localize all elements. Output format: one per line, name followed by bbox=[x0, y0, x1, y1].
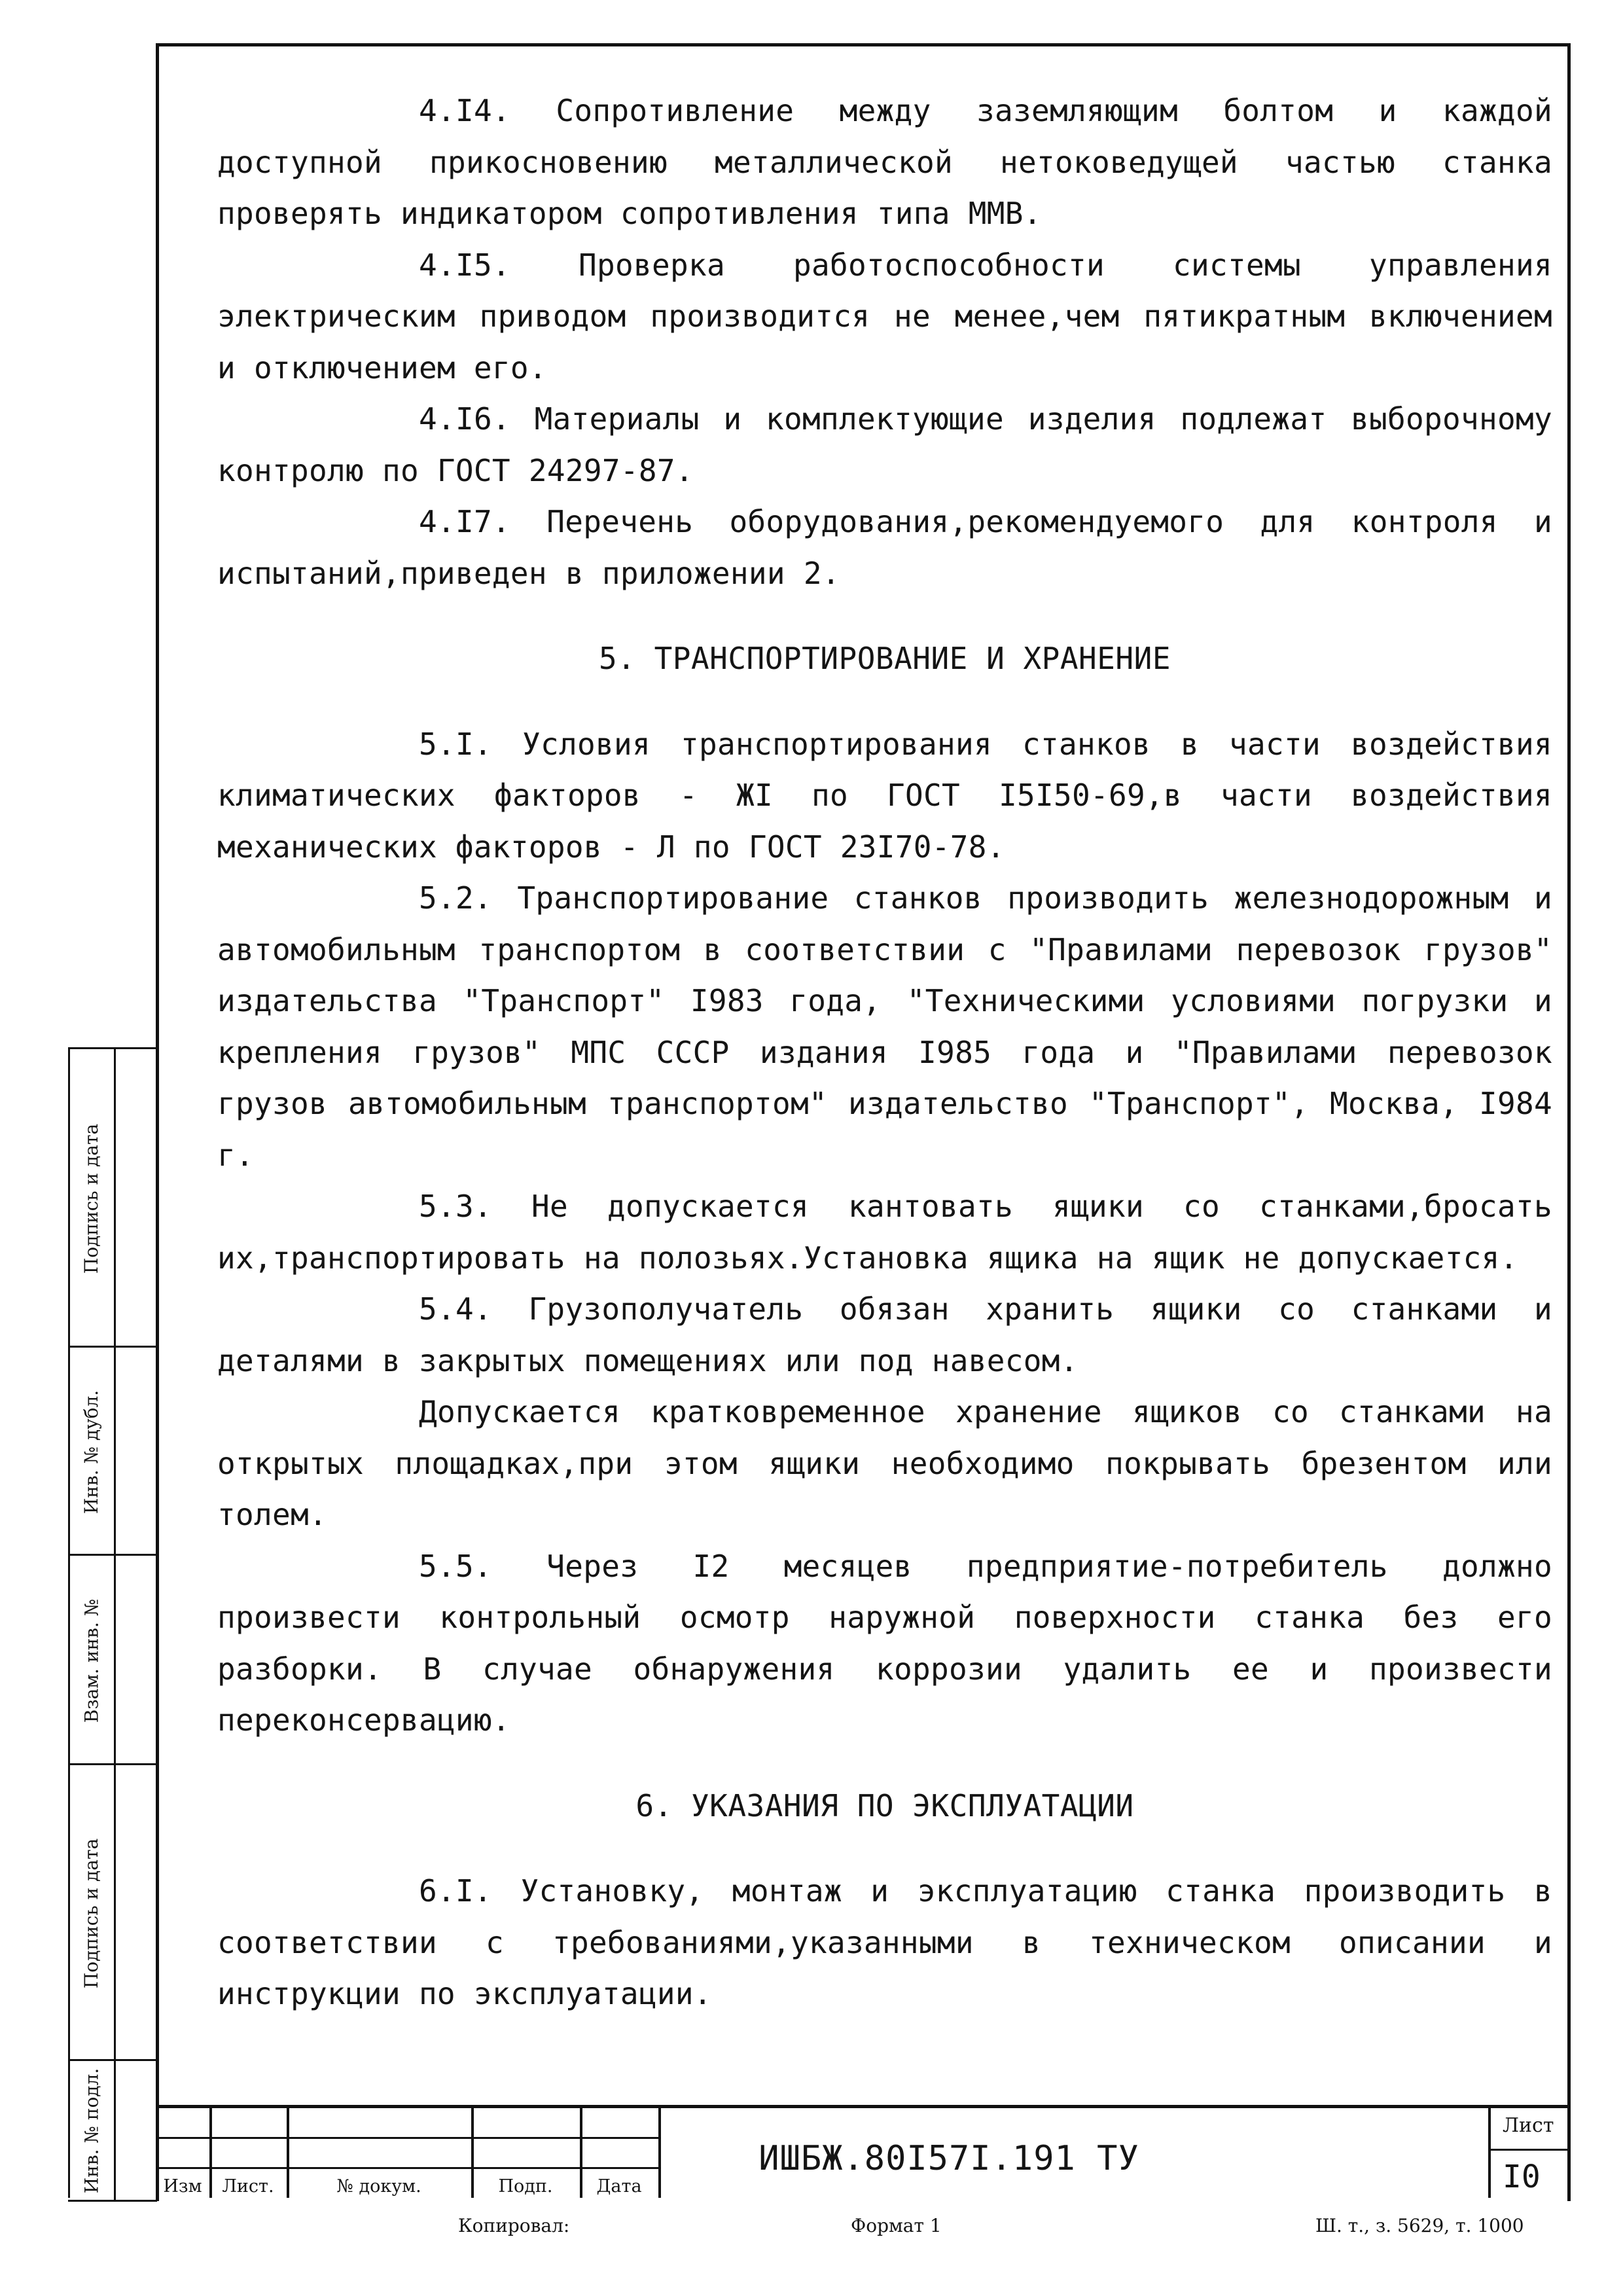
section-5-heading: 5. ТРАНСПОРТИРОВАНИЕ И ХРАНЕНИЕ bbox=[598, 641, 1171, 676]
footer-format: Формат 1 bbox=[851, 2215, 942, 2236]
col-podp: Подп. bbox=[498, 2176, 553, 2197]
paragraph-5-4: 5.4. Грузополучатель обязан хранить ящики со станками и деталями в закрытых помещениях или под навесом. bbox=[217, 1291, 1552, 1378]
side-label: Подпись и дата bbox=[80, 1123, 103, 1274]
paragraph-4-15: 4.I5. Проверка работоспособности системы управления электрическим приводом производится не менее,чем пятикратным включением и отключением его. bbox=[217, 247, 1552, 386]
sheet-label: Лист bbox=[1503, 2114, 1554, 2137]
side-label: Инв. № дубл. bbox=[80, 1390, 103, 1514]
paragraph-4-17: 4.I7. Перечень оборудования,рекомендуемого для контроля и испытаний,приведен в приложении 2. bbox=[217, 504, 1552, 591]
side-label: Подпись и дата bbox=[80, 1838, 103, 1988]
paragraph-4-16: 4.I6. Материалы и комплектующие изделия подлежат выборочному контролю по ГОСТ 24297-87. bbox=[217, 401, 1552, 488]
paragraph-5-4-storage: Допускается кратковременное хранение ящиков со станками на открытых площадках,при этом ящики необходимо покрывать брезентом или толем. bbox=[217, 1394, 1552, 1532]
paragraph-6-1: 6.I. Установку, монтаж и эксплуатацию станка производить в соответствии с требованиями,указанными в техническом описании и инструкции по эксплуатации. bbox=[217, 1873, 1552, 2011]
paragraph-5-5: 5.5. Через I2 месяцев предприятие-потребитель должно произвести контрольный осмотр наружной поверхности станка без его разборки. В случае обнаружения коррозии удалить ее и произвести переконсервацию. bbox=[217, 1548, 1552, 1738]
side-cell-inv-podl bbox=[68, 2059, 157, 2202]
sheet-number: I0 bbox=[1503, 2159, 1541, 2195]
side-cell-sign-date-top bbox=[68, 1047, 157, 1348]
col-dokum: № докум. bbox=[336, 2176, 421, 2197]
paragraph-4-14: 4.I4. Сопротивление между заземляющим болтом и каждой доступной прикосновению металлической нетоковедущей частью станка проверять индикатором сопротивления типа ММВ. bbox=[217, 93, 1552, 231]
side-cell-vzam-inv bbox=[68, 1554, 157, 1765]
paragraph-5-3: 5.3. Не допускается кантовать ящики со станками,бросать их,транспортировать на полозьях.Установка ящика на ящик не допускается. bbox=[217, 1189, 1552, 1276]
document-body bbox=[217, 85, 1552, 2020]
side-cell-inv-dubl bbox=[68, 1346, 157, 1556]
paragraph-5-1: 5.I. Условия транспортирования станков в части воздействия климатических факторов - ЖI по ГОСТ I5I50-69,в части воздействия механических факторов - Л по ГОСТ 23I70-78. bbox=[217, 726, 1552, 865]
footer-print-info: Ш. т., з. 5629, т. 1000 bbox=[1315, 2215, 1524, 2236]
footer-copied: Копировал: bbox=[458, 2215, 570, 2236]
col-data: Дата bbox=[596, 2176, 642, 2197]
document-number: ИШБЖ.80I57I.191 ТУ bbox=[758, 2139, 1139, 2178]
side-cell-sign-date-bottom bbox=[68, 1763, 157, 2061]
side-label: Взам. инв. № bbox=[80, 1598, 103, 1723]
paragraph-5-2: 5.2. Транспортирование станков производить железнодорожным и автомобильным транспортом в соответствии с "Правилами перевозок грузов" издательства "Транспорт" I983 года, "Техническими условиями погрузки и крепления грузов" МПС СССР издания I985 года и "Правилами перевозок грузов автомобильным транспортом" издательство "Транспорт", Москва, I984 г. bbox=[217, 880, 1552, 1173]
col-izm: Изм bbox=[163, 2176, 202, 2197]
section-6-heading: 6. УКАЗАНИЯ ПО ЭКСПЛУАТАЦИИ bbox=[635, 1787, 1134, 1823]
col-list: Лист. bbox=[222, 2176, 274, 2197]
side-label: Инв. № подл. bbox=[80, 2068, 103, 2193]
